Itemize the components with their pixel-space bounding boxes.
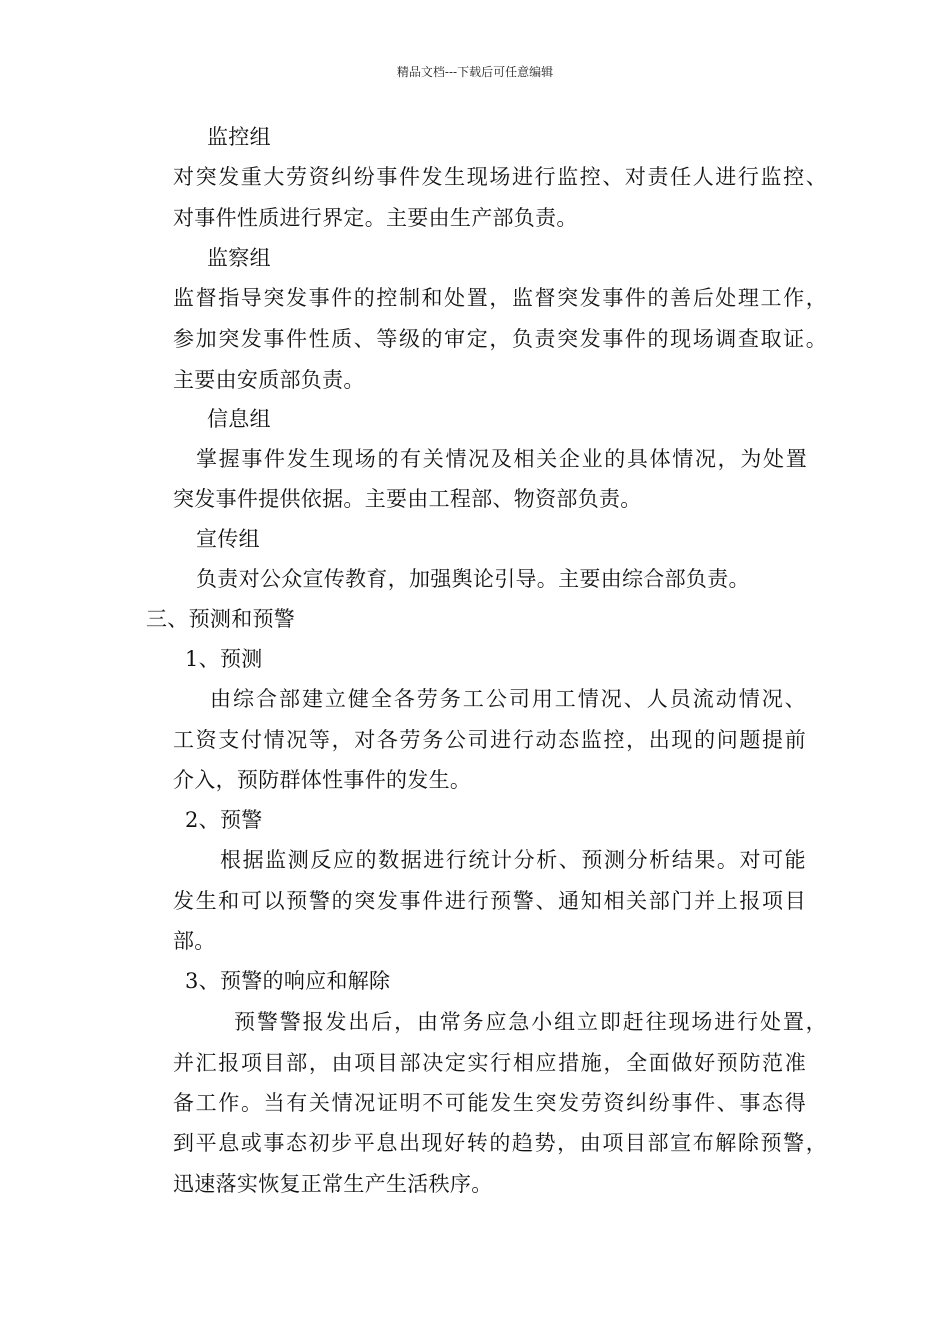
paragraph-line: 发生和可以预警的突发事件进行预警、通知相关部门并上报项目 bbox=[173, 889, 806, 913]
paragraph-line: 到平息或事态初步平息出现好转的趋势，由项目部宣布解除预警， bbox=[173, 1131, 827, 1155]
paragraph-line: 掌握事件发生现场的有关情况及相关企业的具体情况，为处置 bbox=[196, 447, 807, 471]
section-title-supervise: 监察组 bbox=[207, 246, 271, 270]
section-title-publicity: 宣传组 bbox=[196, 527, 260, 551]
paragraph-line: 备工作。当有关情况证明不可能发生突发劳资纠纷事件、事态得 bbox=[173, 1091, 806, 1115]
subsection-title-warning: 2、预警 bbox=[185, 808, 263, 832]
paragraph-line: 并汇报项目部，由项目部决定实行相应措施，全面做好预防范准 bbox=[173, 1051, 806, 1075]
paragraph-line: 部。 bbox=[173, 929, 216, 953]
paragraph-line: 工资支付情况等，对各劳务公司进行动态监控，出现的问题提前 bbox=[173, 728, 806, 752]
paragraph-line: 介入，预防群体性事件的发生。 bbox=[173, 768, 472, 792]
paragraph-line: 主要由安质部负责。 bbox=[173, 368, 365, 392]
paragraph-line: 预警警报发出后，由常务应急小组立即赶往现场进行处置， bbox=[234, 1010, 827, 1034]
paragraph-line: 突发事件提供依据。主要由工程部、物资部负责。 bbox=[173, 487, 642, 511]
paragraph-line: 迅速落实恢复正常生产生活秩序。 bbox=[173, 1172, 493, 1196]
section-title-monitor: 监控组 bbox=[207, 125, 271, 149]
paragraph-line: 对事件性质进行界定。主要由生产部负责。 bbox=[173, 206, 578, 230]
paragraph-line: 参加突发事件性质、等级的审定，负责突发事件的现场调查取证。 bbox=[173, 327, 827, 351]
paragraph-line: 负责对公众宣传教育，加强舆论引导。主要由综合部负责。 bbox=[196, 567, 750, 591]
paragraph-line: 根据监测反应的数据进行统计分析、预测分析结果。对可能 bbox=[220, 848, 806, 872]
chapter-title: 三、预测和预警 bbox=[146, 607, 296, 631]
paragraph-line: 由综合部建立健全各劳务工公司用工情况、人员流动情况、 bbox=[210, 687, 806, 711]
subsection-title-response: 3、预警的响应和解除 bbox=[185, 969, 391, 993]
page-header: 精品文档---下载后可任意编辑 bbox=[396, 65, 554, 79]
paragraph-line: 监督指导突发事件的控制和处置，监督突发事件的善后处理工作， bbox=[173, 286, 827, 310]
section-title-info: 信息组 bbox=[207, 407, 271, 431]
subsection-title-forecast: 1、预测 bbox=[185, 647, 263, 671]
paragraph-line: 对突发重大劳资纠纷事件发生现场进行监控、对责任人进行监控、 bbox=[173, 165, 827, 189]
